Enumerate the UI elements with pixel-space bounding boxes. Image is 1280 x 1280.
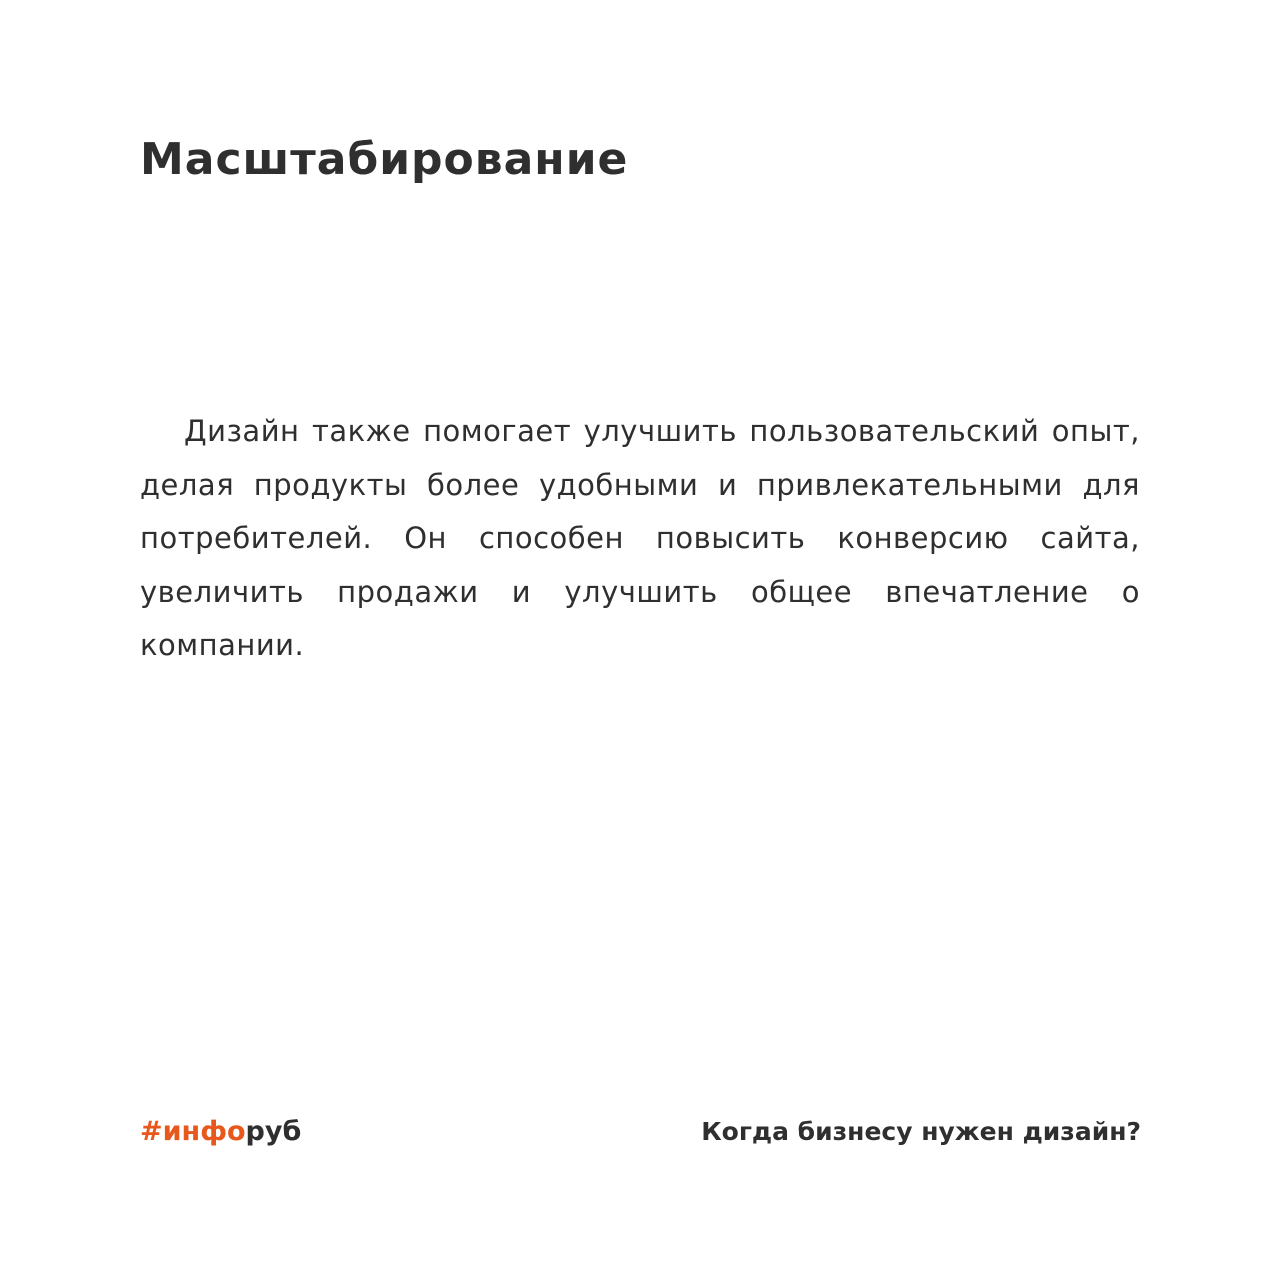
series-caption: Когда бизнесу нужен дизайн? bbox=[701, 1117, 1141, 1146]
brand-hashtag bbox=[140, 1114, 301, 1150]
hashtag-accent-part: #инфо bbox=[140, 1116, 246, 1147]
hashtag-rest-part: руб bbox=[245, 1116, 302, 1147]
page-title: Масштабирование bbox=[140, 134, 629, 185]
body-paragraph: Дизайн также помогает улучшить пользовательский опыт, делая продукты более удобными и привлекательными для потребителей. Он способен повысить конверсию сайта, увеличить продажи и улучшить общее впечатление о компании. bbox=[140, 414, 1140, 662]
